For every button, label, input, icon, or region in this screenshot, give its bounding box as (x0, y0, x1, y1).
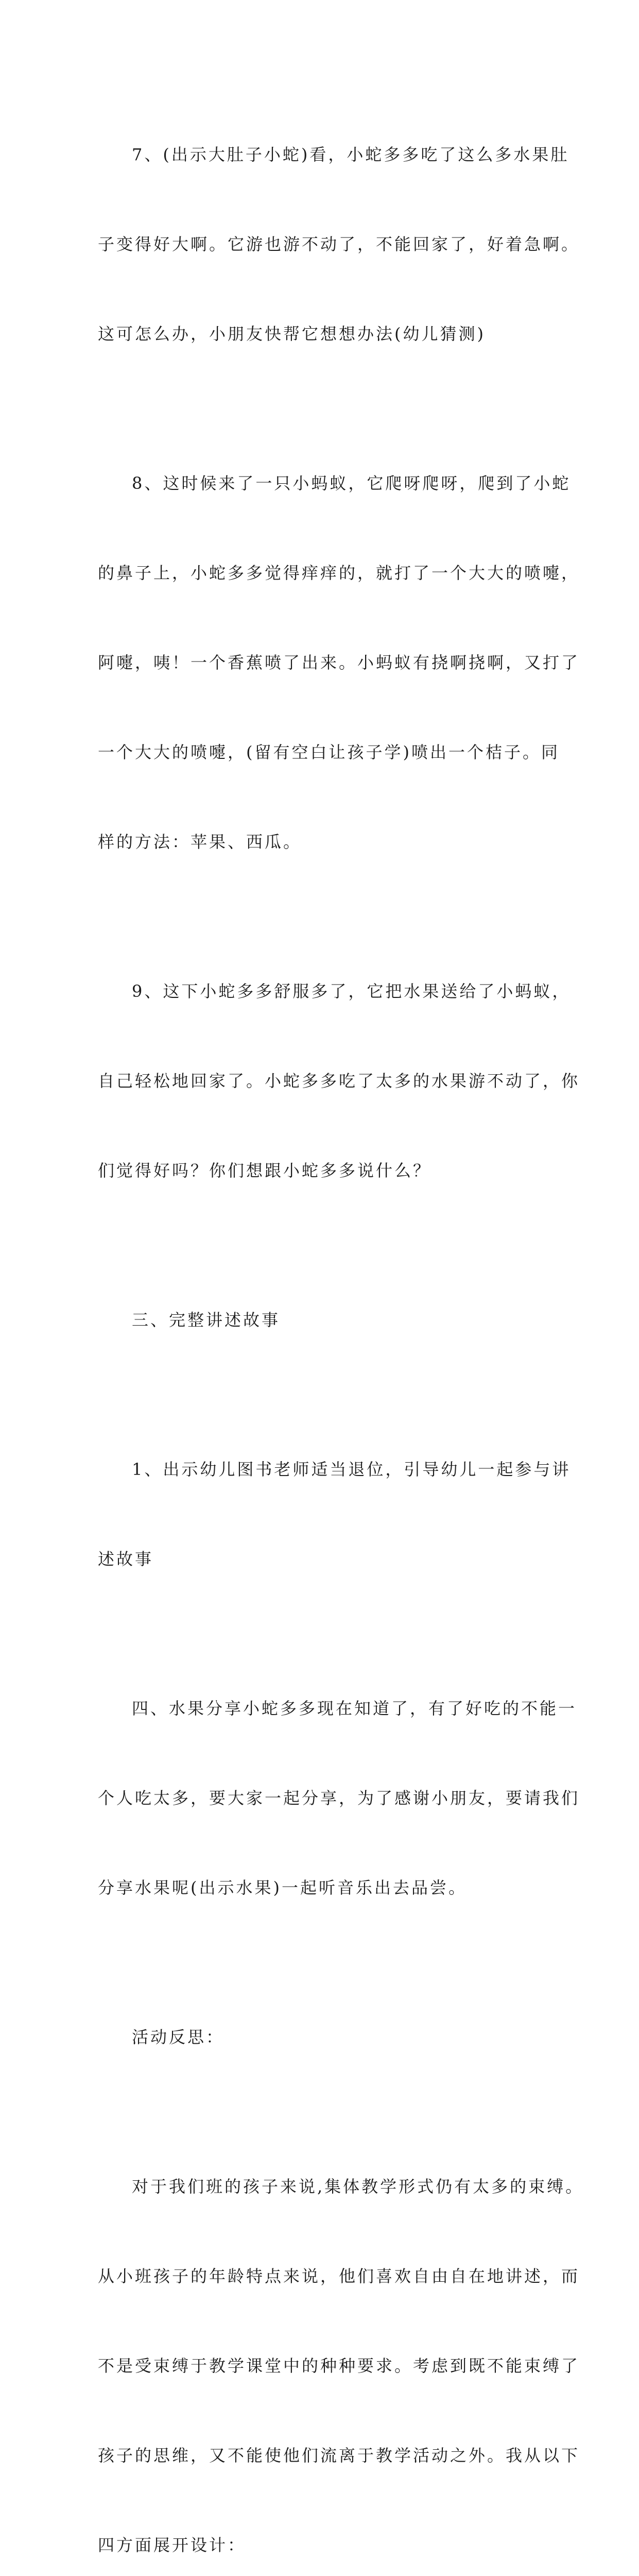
text-line: 1、出示幼儿图书老师适当退位，引导幼儿一起参与讲 (132, 1460, 571, 1479)
paragraph-section-4 (98, 1634, 580, 1962)
section-heading-3 (98, 1245, 554, 1395)
paragraph-section-3-item-1 (98, 1395, 571, 1634)
reflection-heading (98, 1962, 554, 2112)
text-line: 从小班孩子的年龄特点来说，他们喜欢自由自在地讲述，而 (98, 2266, 580, 2286)
document-body (98, 80, 584, 2576)
text-line: 子变得好大啊。它游也游不动了，不能回家了，好着急啊。 (98, 234, 580, 254)
paragraph-8 (98, 409, 580, 917)
text-line: 四、水果分享小蛇多多现在知道了，有了好吃的不能一 (132, 1699, 577, 1718)
text-line: 对于我们班的孩子来说,集体教学形式仍有太多的束缚。 (132, 2177, 584, 2196)
text-line: 分享水果呢(出示水果)一起听音乐出去品尝。 (98, 1878, 467, 1897)
text-line: 孩子的思维，又不能使他们流离于教学活动之外。我从以下 (98, 2446, 580, 2465)
text-line: 一个大大的喷嚏，(留有空白让孩子学)喷出一个桔子。同 (98, 742, 560, 762)
text-line: 自己轻松地回家了。小蛇多多吃了太多的水果游不动了，你 (98, 1071, 580, 1091)
text-line: 8、这时候来了一只小蚂蚁，它爬呀爬呀，爬到了小蛇 (132, 473, 571, 493)
text-line: 四方面展开设计： (98, 2535, 247, 2555)
text-line: 这可怎么办，小朋友快帮它想想办法(幼儿猜测) (98, 324, 486, 344)
paragraph-9 (98, 917, 580, 1245)
text-line: 样的方法：苹果、西瓜。 (98, 832, 302, 852)
paragraph-7 (98, 80, 580, 409)
text-line: 的鼻子上，小蛇多多觉得痒痒的，就打了一个大大的喷嚏， (98, 563, 580, 583)
reflection-paragraph (98, 2112, 584, 2576)
text-line: 三、完整讲述故事 (132, 1310, 281, 1330)
text-line: 阿嚏，咦！一个香蕉喷了出来。小蚂蚁有挠啊挠啊，又打了 (98, 653, 580, 672)
text-line: 7、(出示大肚子小蛇)看，小蛇多多吃了这么多水果肚 (132, 145, 569, 164)
text-line: 个人吃太多，要大家一起分享，为了感谢小朋友，要请我们 (98, 1788, 580, 1808)
text-line: 们觉得好吗？你们想跟小蛇多多说什么？ (98, 1161, 432, 1180)
text-line: 活动反思： (132, 2027, 225, 2047)
text-line: 不是受束缚于教学课堂中的种种要求。考虑到既不能束缚了 (98, 2356, 580, 2376)
text-line: 9、这下小蛇多多舒服多了，它把水果送给了小蚂蚁， (132, 981, 571, 1001)
text-line: 述故事 (98, 1549, 154, 1569)
